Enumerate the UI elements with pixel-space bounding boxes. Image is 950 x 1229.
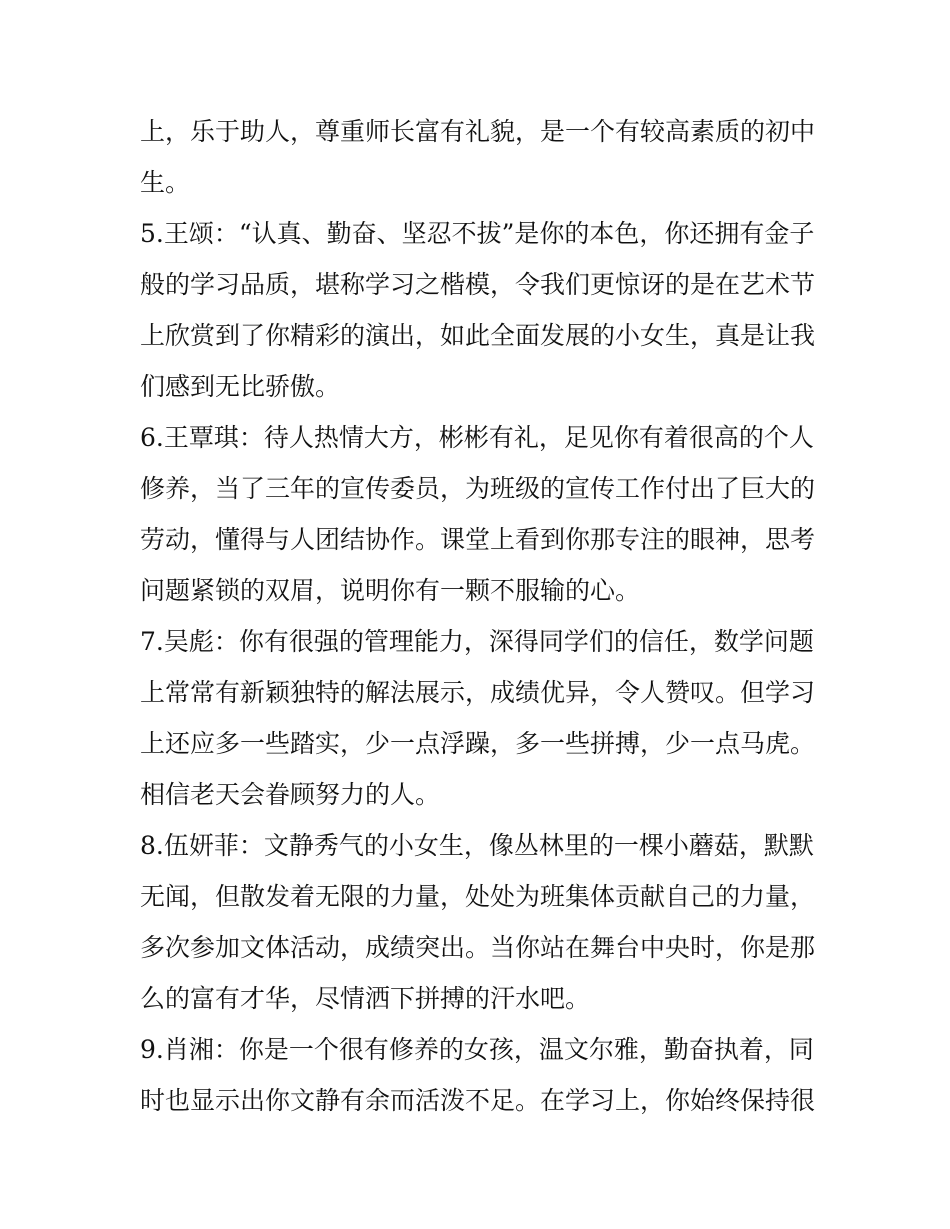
text-line: 上还应多一些踏实，少一点浮躁，多一些拼搏，少一点马虎。 <box>140 729 816 758</box>
text-line: 相信老天会眷顾努力的人。 <box>140 780 441 809</box>
comment-entry-9-start: 9.肖湘：你是一个很有修养的女孩，温文尔雅，勤奋执着，同 <box>140 1035 814 1064</box>
text-line: 生。 <box>140 168 191 197</box>
text-line: 上常常有新颖独特的解法展示，成绩优异，令人赞叹。但学习 <box>140 678 816 707</box>
text-line: 们感到无比骄傲。 <box>140 372 341 401</box>
text-line: 般的学习品质，堪称学习之楷模，令我们更惊讶的是在艺术节 <box>140 270 816 299</box>
text-line: 上，乐于助人，尊重师长富有礼貌，是一个有较高素质的初中 <box>140 117 816 146</box>
comment-text-block <box>140 106 820 1126</box>
comment-entry-6-start: 6.王覃琪：待人热情大方，彬彬有礼，足见你有着很高的个人 <box>140 423 814 452</box>
text-line: 劳动，懂得与人团结协作。课堂上看到你那专注的眼神，思考 <box>140 525 816 554</box>
text-line: 么的富有才华，尽情洒下拼搏的汗水吧。 <box>140 984 591 1013</box>
text-line: 无闻，但散发着无限的力量，处处为班集体贡献自己的力量， <box>140 882 816 911</box>
comment-entry-5-start: 5.王颂：“认真、勤奋、坚忍不拔”是你的本色，你还拥有金子 <box>140 219 815 248</box>
text-line: 多次参加文体活动，成绩突出。当你站在舞台中央时，你是那 <box>140 933 816 962</box>
text-line: 时也显示出你文静有余而活泼不足。在学习上，你始终保持很 <box>140 1086 816 1115</box>
text-line: 修养，当了三年的宣传委员，为班级的宣传工作付出了巨大的 <box>140 474 816 503</box>
text-line: 上欣赏到了你精彩的演出，如此全面发展的小女生，真是让我 <box>140 321 816 350</box>
comment-entry-7-start: 7.吴彪：你有很强的管理能力，深得同学们的信任，数学问题 <box>140 627 814 656</box>
text-line: 问题紧锁的双眉，说明你有一颗不服输的心。 <box>140 576 641 605</box>
comment-entry-8-start: 8.伍妍菲：文静秀气的小女生，像丛林里的一棵小蘑菇，默默 <box>140 831 814 860</box>
